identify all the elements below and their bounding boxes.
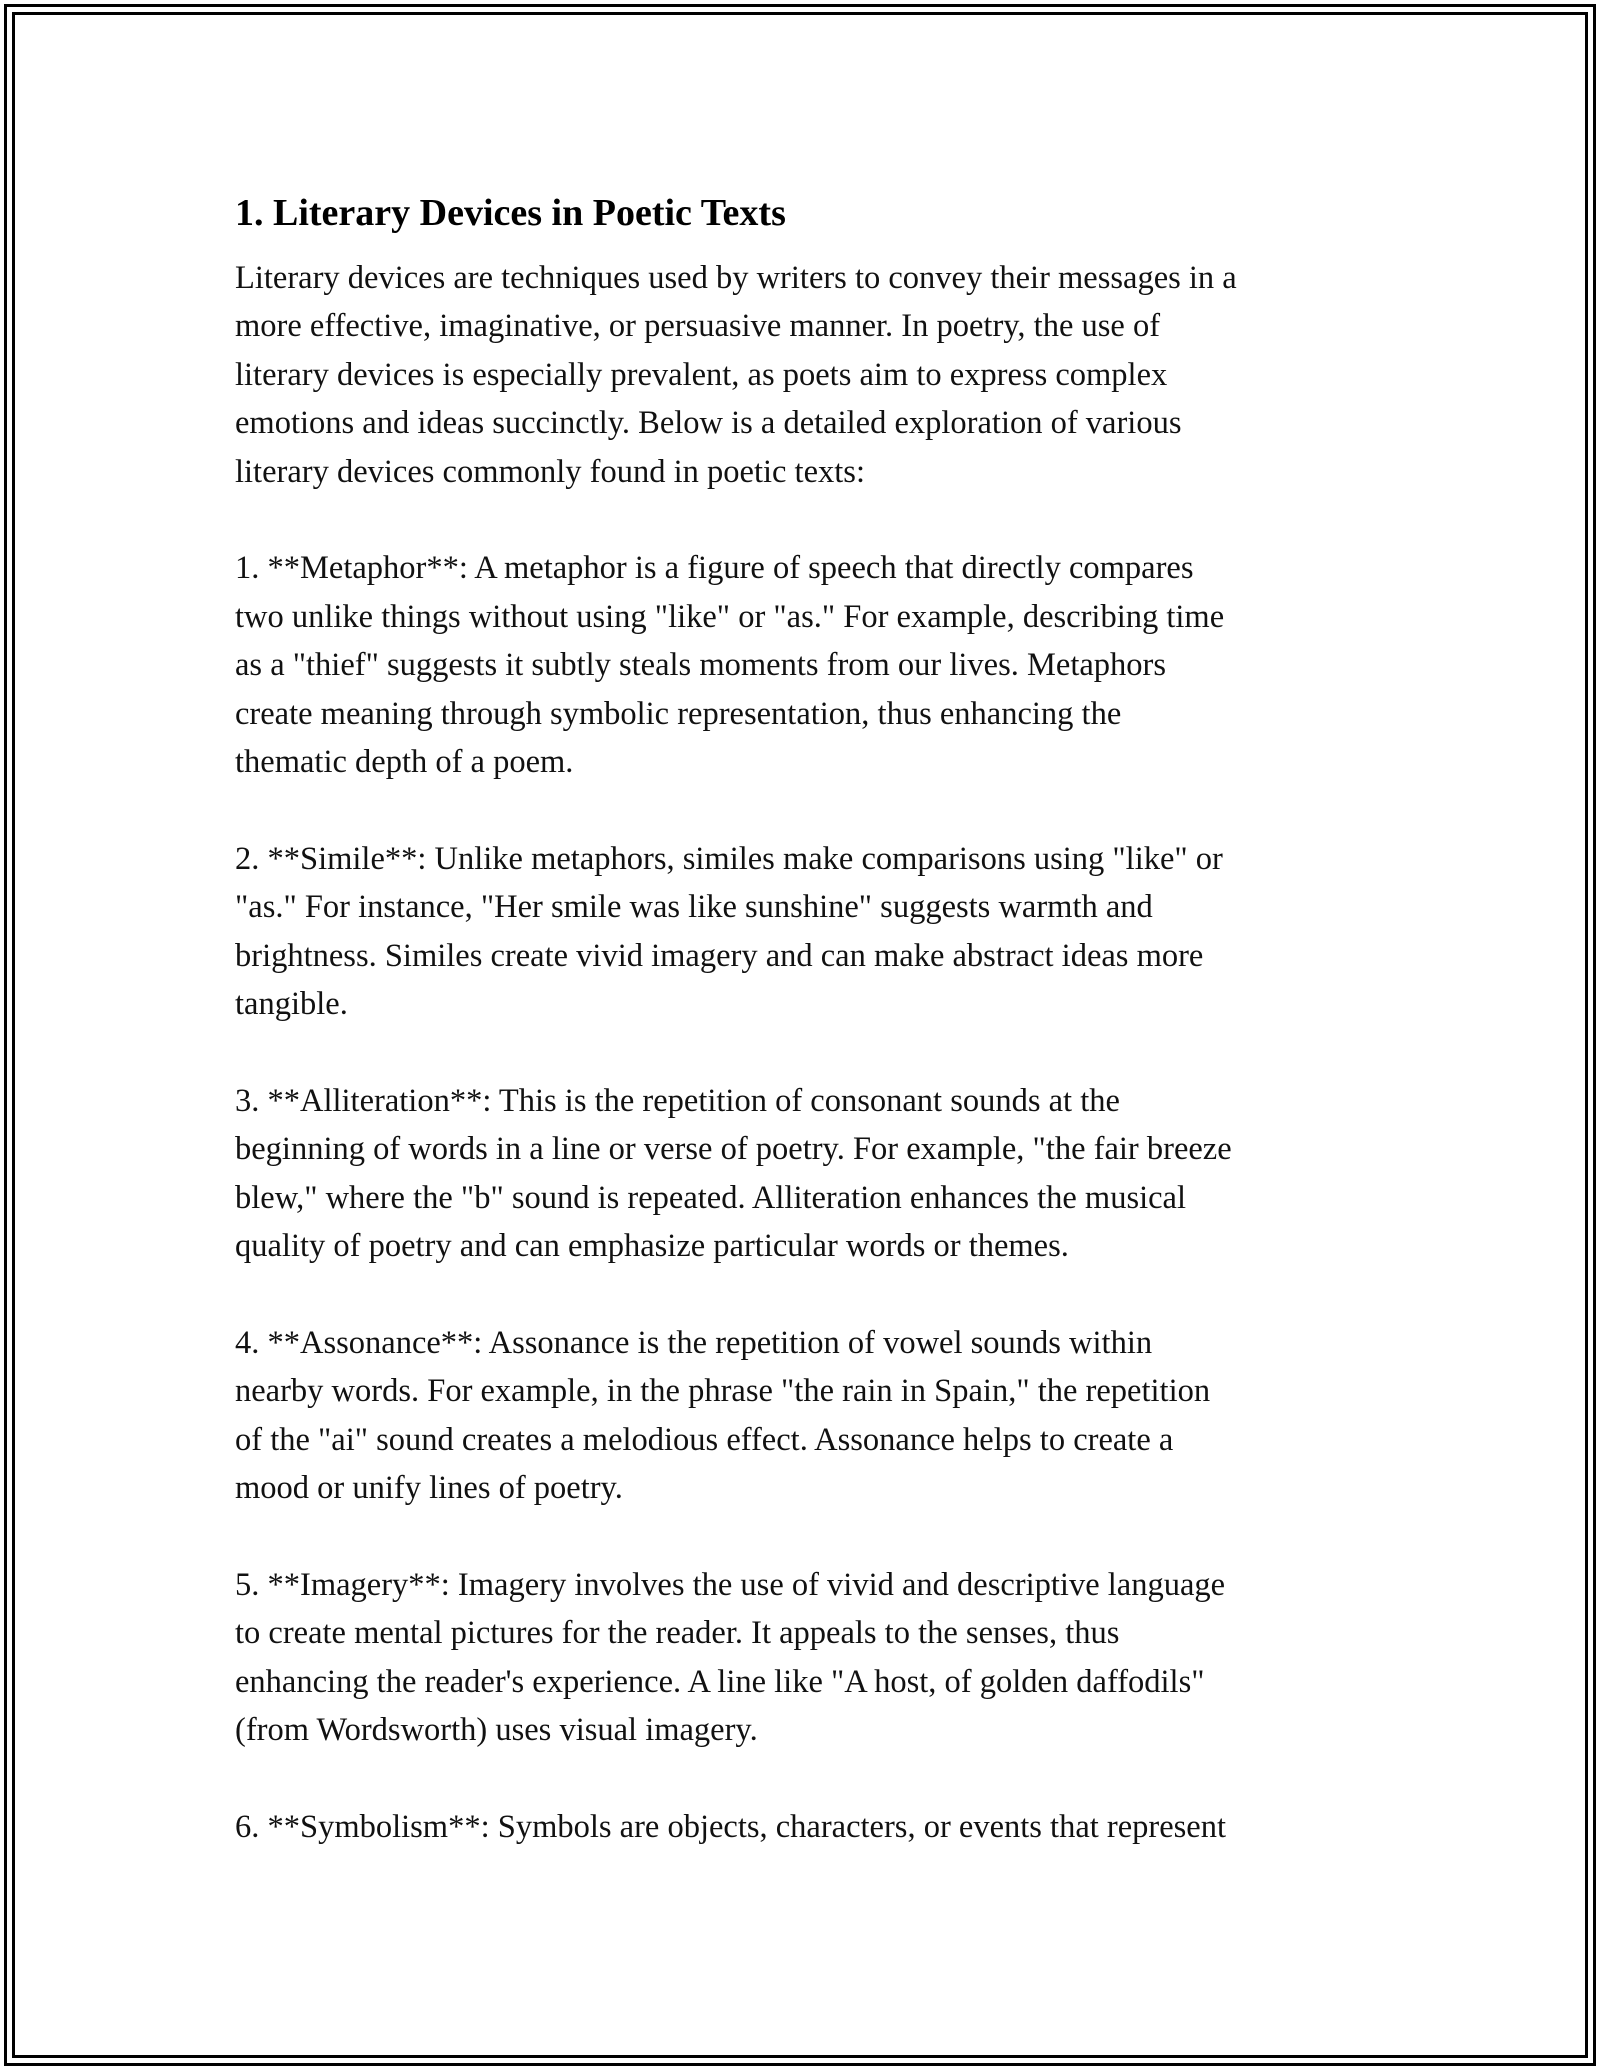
intro-paragraph: Literary devices are techniques used by writers to convey their messages in a more effective, imaginative, or persuasive manner. In poetry, the use of literary devices is especially prevalent, as poets aim to express complex emotions and ideas succinctly. Below is a detailed exploration of various literary devices commonly found in poetic texts: — [235, 260, 1237, 490]
list-item-metaphor: 1. **Metaphor**: A metaphor is a figure of speech that directly compares two unlike things without using "like" or "as." For example, describing time as a "thief" suggests it subtly steals moments from our lives. Metaphors create meaning through symbolic representation, thus enhancing the thematic depth of a poem. — [235, 550, 1225, 781]
list-item-assonance: 4. **Assonance**: Assonance is the repetition of vowel sounds within nearby words. For example, in the phrase "the rain in Spain," the repetition of the "ai" sound creates a melodious effect. Assonance helps to create a mood or unify lines of poetry. — [235, 1324, 1211, 1507]
document-body — [235, 184, 1385, 1851]
list-item-symbolism: 6. **Symbolism**: Symbols are objects, characters, or events that represent — [235, 1808, 1227, 1845]
list-item-simile: 2. **Simile**: Unlike metaphors, similes make comparisons using "like" or "as." For instance, "Her smile was like sunshine" suggests warmth and brightness. Similes create vivid imagery and can make abstract ideas more tangible. — [235, 840, 1223, 1023]
list-item-imagery: 5. **Imagery**: Imagery involves the use of vivid and descriptive language to create mental pictures for the reader. It appeals to the senses, thus enhancing the reader's experience. A line like "A host, of golden daffodils" (from Wordsworth) uses visual imagery. — [235, 1566, 1226, 1749]
list-item-alliteration: 3. **Alliteration**: This is the repetition of consonant sounds at the beginning of words in a line or verse of poetry. For example, "the fair breeze blew," where the "b" sound is repeated. Alliteration enhances the musical quality of poetry and can emphasize particular words or themes. — [235, 1082, 1232, 1265]
section-heading: 1. Literary Devices in Poetic Texts — [235, 192, 786, 234]
